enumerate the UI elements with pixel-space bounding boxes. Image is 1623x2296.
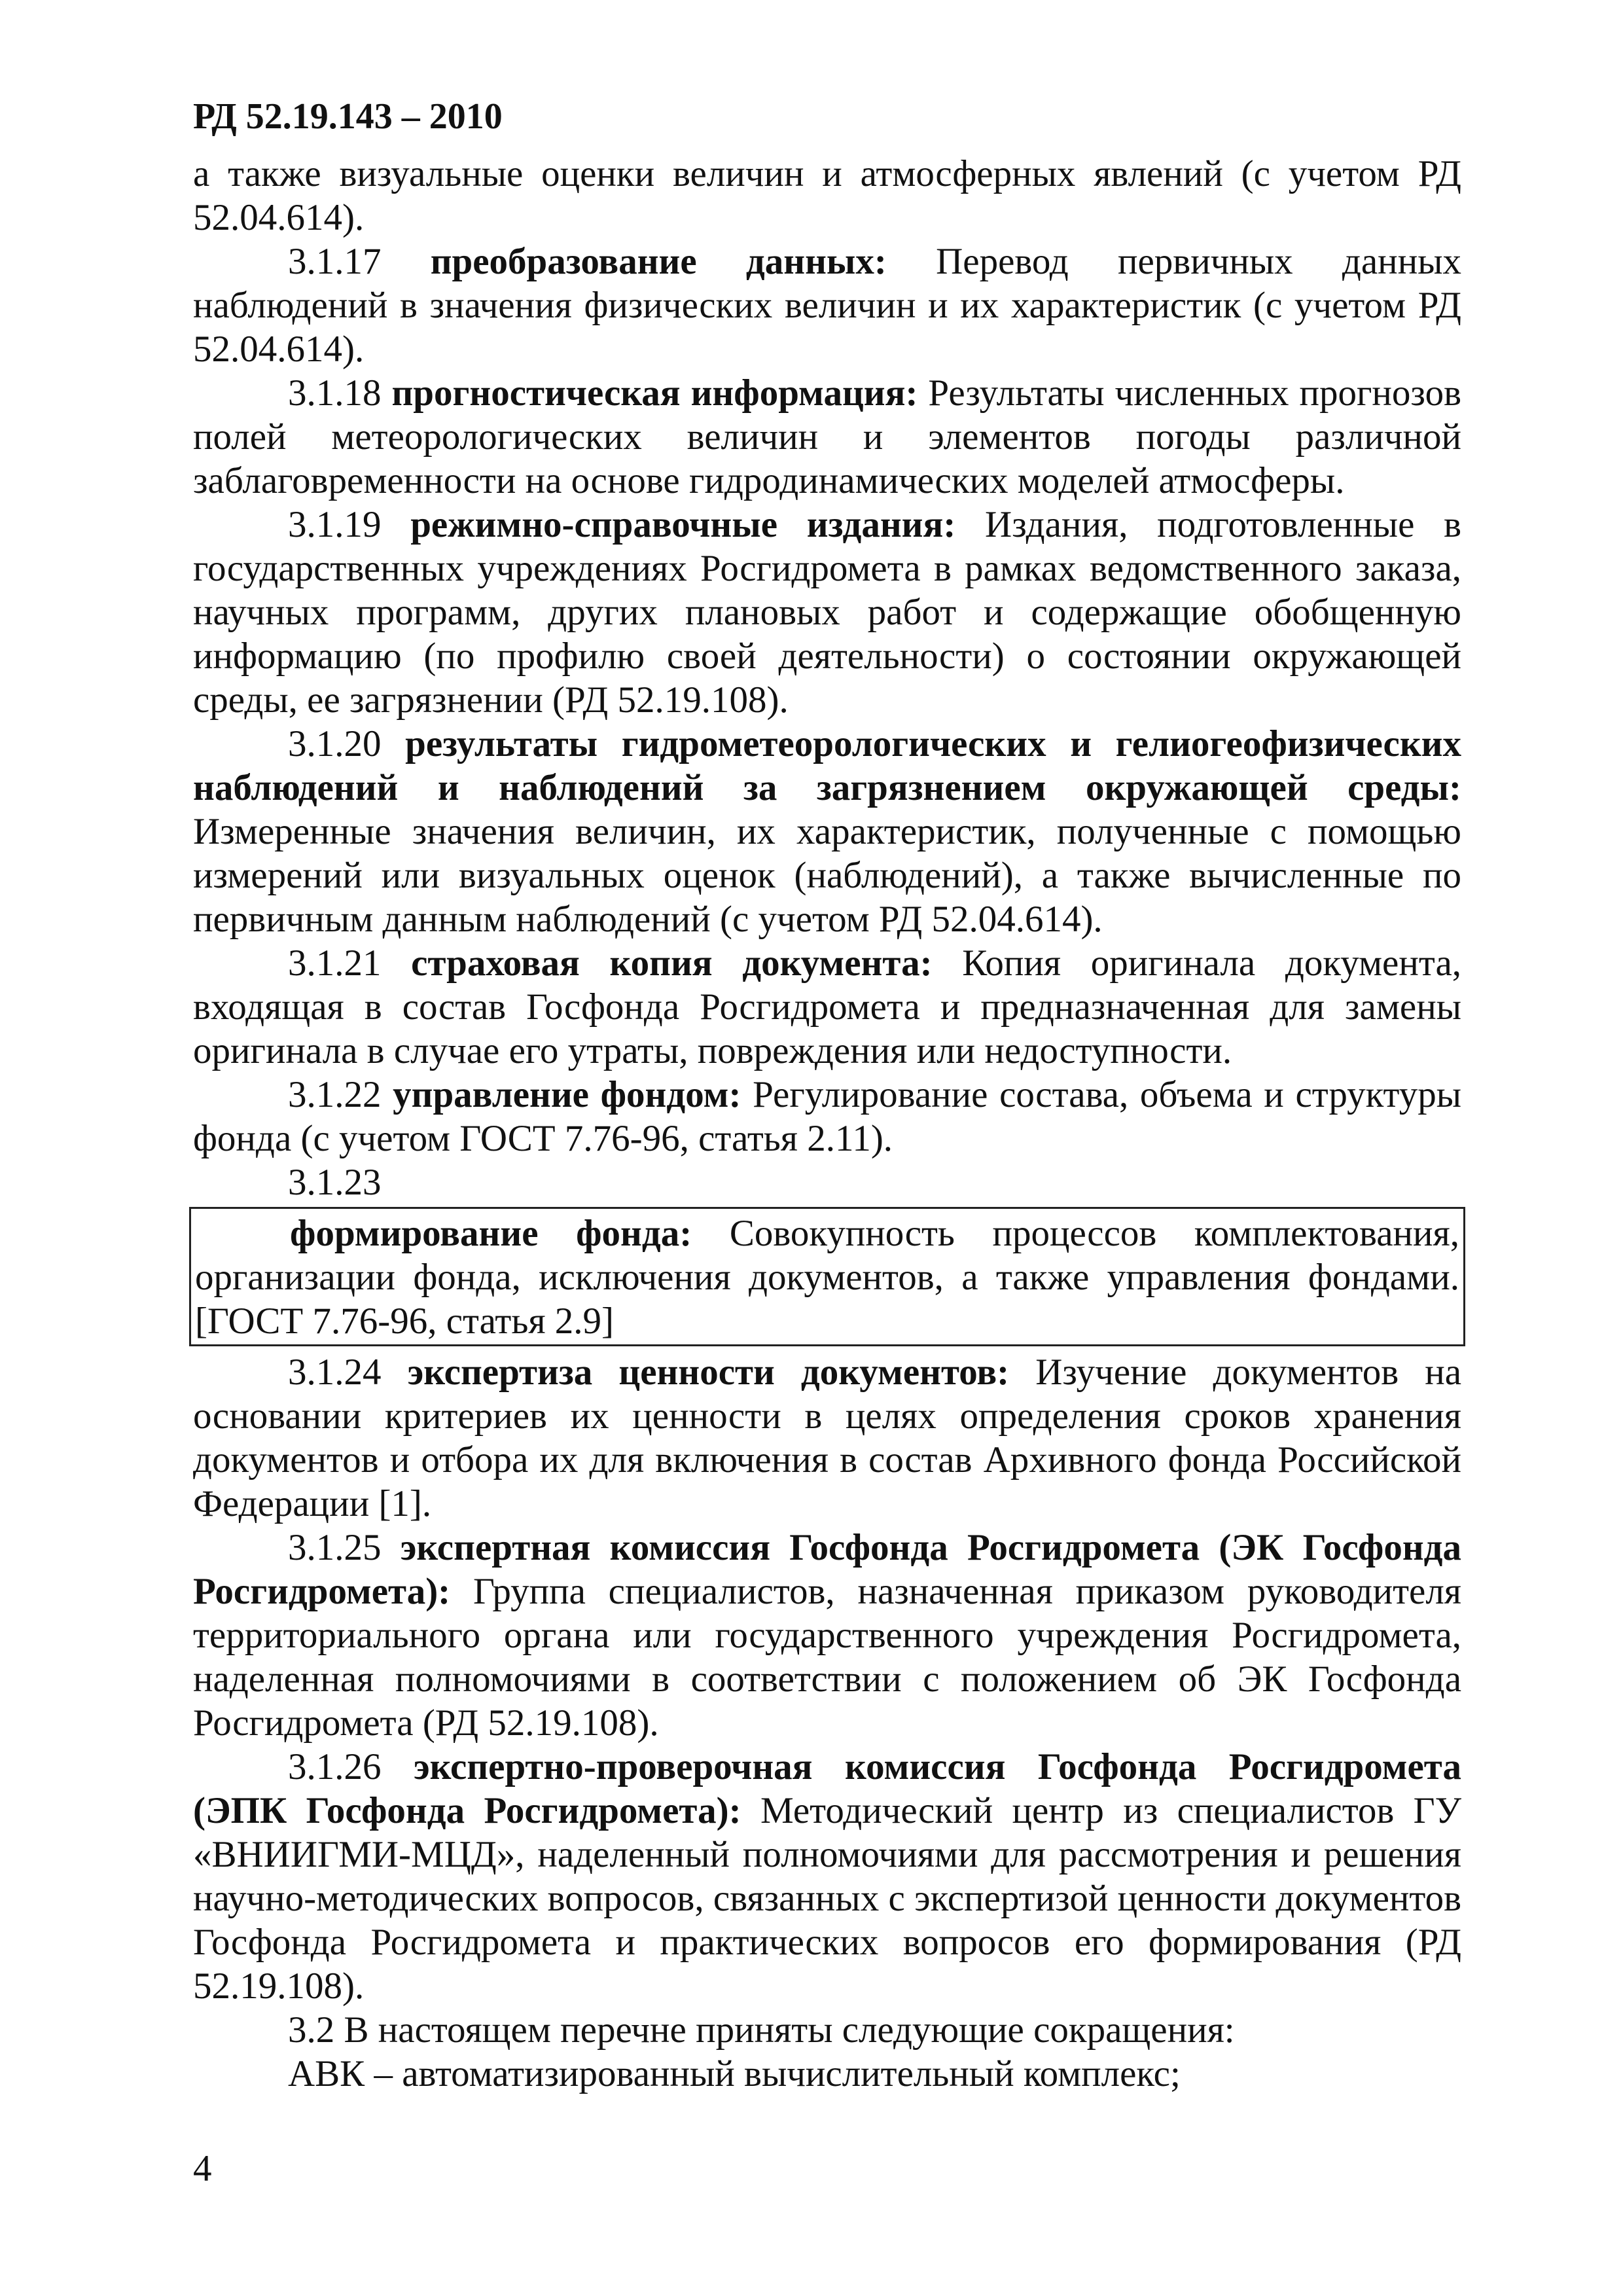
definition-term: экспертиза ценности документов: [407,1352,1010,1393]
definition-3-1-18 [193,371,1461,503]
definition-text: Результаты численных прогнозов полей метеорологических величин и элементов погоды различной заблаговременности на основе гидродинамических моделей атмосферы. [193,372,1461,501]
definition-3-1-20 [193,722,1461,941]
definition-number: 3.1.26 [288,1746,414,1787]
definition-3-1-19 [193,503,1461,722]
definition-3-1-26 [193,1745,1461,2008]
paragraph-text: а также визуальные оценки величин и атмосферных явлений (с учетом РД 52.04.614). [193,153,1461,238]
definition-text: Измеренные значения величин, их характеристик, полученные с помощью измерений или визуальных оценок (наблюдений), а также вычисленные по первичным данным наблюдений (с учетом РД 52.04.614). [193,811,1461,940]
definition-number: 3.1.22 [288,1074,393,1115]
definition-3-1-21 [193,941,1461,1073]
section-3-2-intro [193,2008,1461,2052]
abbreviation-item [193,2052,1461,2096]
definition-term: преобразование данных: [430,241,887,282]
definition-3-1-25 [193,1526,1461,1745]
definition-term: режимно-справочные издания: [410,504,956,545]
definition-number: 3.1.20 [288,723,406,764]
definition-text: Методический центр из специалистов ГУ «ВНИИГМИ-МЦД», наделенный полномочиями для рассмотрения и решения научно-методических вопросов, связанных с экспертизой ценности документов Госфонда Росгидромета и практических вопросов его формирования (РД 52.19.108). [193,1790,1461,2007]
definition-number: 3.1.24 [288,1352,408,1393]
definition-3-1-22 [193,1073,1461,1160]
abbreviation-text: АВК – автоматизированный вычислительный комплекс; [288,2053,1181,2094]
definition-3-1-17 [193,240,1461,371]
definition-text: Перевод первичных данных наблюдений в значения физических величин и их характеристик (с учетом РД 52.04.614). [193,241,1461,370]
definition-number: 3.1.18 [288,372,392,414]
paragraph-continuation [193,152,1461,240]
definition-3-1-23-number [193,1160,1461,1204]
definition-number: 3.1.19 [288,504,411,545]
definition-term: управление фондом: [393,1074,741,1115]
document-header: РД 52.19.143 – 2010 [193,96,503,137]
definition-term: прогностическая информация: [391,372,918,414]
definition-3-1-24 [193,1350,1461,1526]
definition-text: Издания, подготовленные в государственных учреждениях Росгидромета в рамках ведомственного заказа, научных программ, других плановых работ и содержащие обобщенную информацию (по профилю своей деятельности) о состоянии окружающей среды, ее загрязнении (РД 52.19.108). [193,504,1461,721]
paragraph-text: 3.2 В настоящем перечне приняты следующие сокращения: [288,2009,1235,2051]
definition-text: Совокупность процессов комплектования, организации фонда, исключения документов, а также управления фондами. [ГОСТ 7.76-96, статья 2.9] [195,1213,1459,1342]
definition-term: результаты гидрометеорологических и гелиогеофизических наблюдений и наблюдений за загрязнением окружающей среды: [193,723,1462,808]
definition-number: 3.1.23 [288,1162,382,1203]
definition-number: 3.1.25 [288,1527,401,1568]
definition-3-1-23-box [189,1207,1465,1346]
document-body [193,152,1461,2096]
definition-term: экспертная комиссия Госфонда Росгидромета (ЭК Госфонда Росгидромета): [193,1527,1462,1612]
definition-term: экспертно-проверочная комиссия Госфонда Росгидромета (ЭПК Госфонда Росгидромета): [193,1746,1461,1831]
definition-text: Регулирование состава, объема и структуры фонда (с учетом ГОСТ 7.76-96, статья 2.11). [193,1074,1461,1159]
definition-text: Изучение документов на основании критериев их ценности в целях определения сроков хранения документов и отбора их для включения в состав Архивного фонда Российской Федерации [1]. [193,1352,1462,1524]
definition-number: 3.1.21 [288,942,412,984]
definition-number: 3.1.17 [288,241,431,282]
definition-term: формирование фонда: [290,1213,692,1254]
definition-text: Копия оригинала документа, входящая в состав Госфонда Росгидромета и предназначенная для замены оригинала в случае его утраты, повреждения или недоступности. [193,942,1461,1071]
page-number: 4 [193,2148,212,2189]
definition-term: страховая копия документа: [411,942,933,984]
definition-text: Группа специалистов, назначенная приказом руководителя территориального органа или государственного учреждения Росгидромета, наделенная полномочиями в соответствии с положением об ЭК Госфонда Росгидромета (РД 52.19.108). [193,1571,1461,1744]
